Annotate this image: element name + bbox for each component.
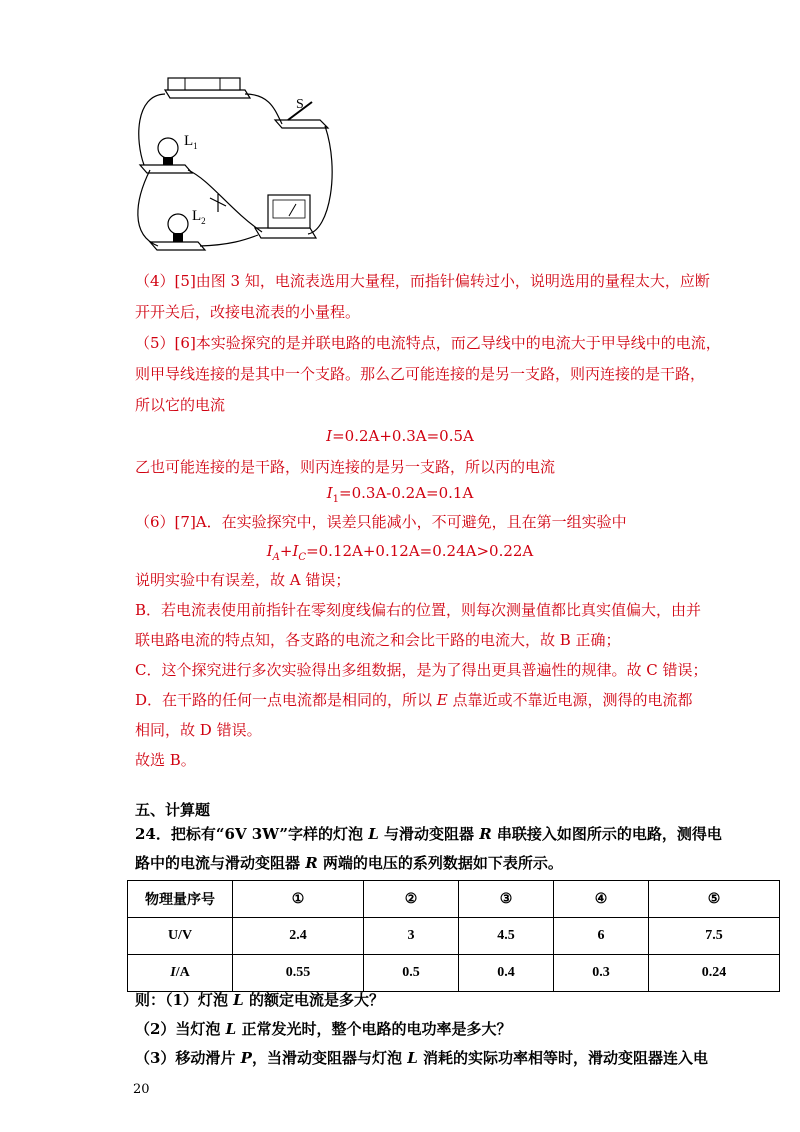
table-cell: 7.5	[649, 918, 780, 955]
lamp-l2-label: $L_2$	[192, 208, 206, 226]
table-cell: ①	[233, 881, 364, 918]
solution-line: （4）[5]由图 3 知，电流表选用大量程，而指针偏转过小，说明选用的量程太大，应断	[135, 272, 710, 290]
equation: $I_1=0.3A-0.2A=0.1A$	[326, 484, 474, 505]
table-cell: ④	[554, 881, 649, 918]
solution-line: B．若电流表使用前指针在零刻度线偏右的位置，则每次测量值都比真实值偏大，由并	[135, 601, 702, 619]
circuit-figure	[130, 70, 350, 260]
table-cell: U/V	[128, 918, 233, 955]
data-table	[127, 880, 780, 992]
table-row	[128, 918, 780, 955]
table-cell: 物理量序号	[128, 881, 233, 918]
table-cell: ⑤	[649, 881, 780, 918]
table-cell: 0.24	[649, 955, 780, 992]
solution-line: 说明实验中有误差，故 A 错误；	[135, 571, 351, 589]
sub-question: （2）当灯泡 L 正常发光时，整个电路的电功率是多大？	[135, 1020, 512, 1038]
battery-icon	[165, 78, 250, 98]
solution-line: 开开关后，改接电流表的小量程。	[135, 303, 361, 321]
table-cell: 0.4	[458, 955, 553, 992]
table-cell: ③	[458, 881, 553, 918]
table-cell: 6	[554, 918, 649, 955]
table-cell: 4.5	[458, 918, 553, 955]
page-number: 20	[133, 1082, 150, 1097]
table-cell: 2.4	[233, 918, 364, 955]
table-header-row	[128, 881, 780, 918]
equation: I=0.2A+0.3A=0.5A	[326, 427, 474, 445]
ammeter-icon	[255, 195, 316, 238]
lamp-l1-label: $L_1$	[184, 133, 198, 151]
table-row	[128, 955, 780, 992]
solution-line: （6）[7]A．在实验探究中，误差只能减小，不可避免，且在第一组实验中	[135, 513, 627, 531]
table-cell: 0.55	[233, 955, 364, 992]
question-text: 路中的电流与滑动变阻器 R 两端的电压的系列数据如下表所示。	[135, 854, 563, 872]
table-cell: 3	[363, 918, 458, 955]
table-cell: 0.3	[554, 955, 649, 992]
table-cell: 0.5	[363, 955, 458, 992]
solution-line: C．这个探究进行多次实验得出多组数据，是为了得出更具普遍性的规律。故 C 错误；	[135, 661, 708, 679]
section-heading: 五、计算题	[135, 801, 211, 819]
solution-line: （5）[6]本实验探究的是并联电路的电流特点，而乙导线中的电流大于甲导线中的电流，	[135, 334, 721, 352]
equation: $I_A+I_C=0.12A+0.12A=0.24A>0.22A$	[266, 542, 534, 563]
solution-line: 则甲导线连接的是其中一个支路。那么乙可能连接的是另一支路，则丙连接的是干路，	[135, 365, 706, 383]
solution-line: 所以它的电流	[135, 396, 226, 414]
sub-question: 则：（1）灯泡 L 的额定电流是多大？	[135, 991, 384, 1009]
question-text: 24．把标有“6V 3W”字样的灯泡 L 与滑动变阻器 R 串联接入如图所示的电路，测得电	[135, 825, 722, 843]
switch-label: S	[296, 97, 304, 112]
solution-line: 故选 B。	[135, 751, 196, 769]
solution-line: 联电路电流的特点知，各支路的电流之和会比干路的电流大，故 B 正确；	[135, 631, 621, 649]
solution-line: D．在干路的任何一点电流都是相同的，所以 E 点靠近或不靠近电源，测得的电流都	[135, 691, 693, 709]
solution-line: 相同，故 D 错误。	[135, 721, 262, 739]
sub-question: （3）移动滑片 P，当滑动变阻器与灯泡 L 消耗的实际功率相等时，滑动变阻器连入电	[135, 1049, 708, 1067]
table-cell: ②	[363, 881, 458, 918]
table-cell: I/A	[128, 955, 233, 992]
solution-line: 乙也可能连接的是干路，则丙连接的是另一支路，所以丙的电流	[135, 458, 556, 476]
